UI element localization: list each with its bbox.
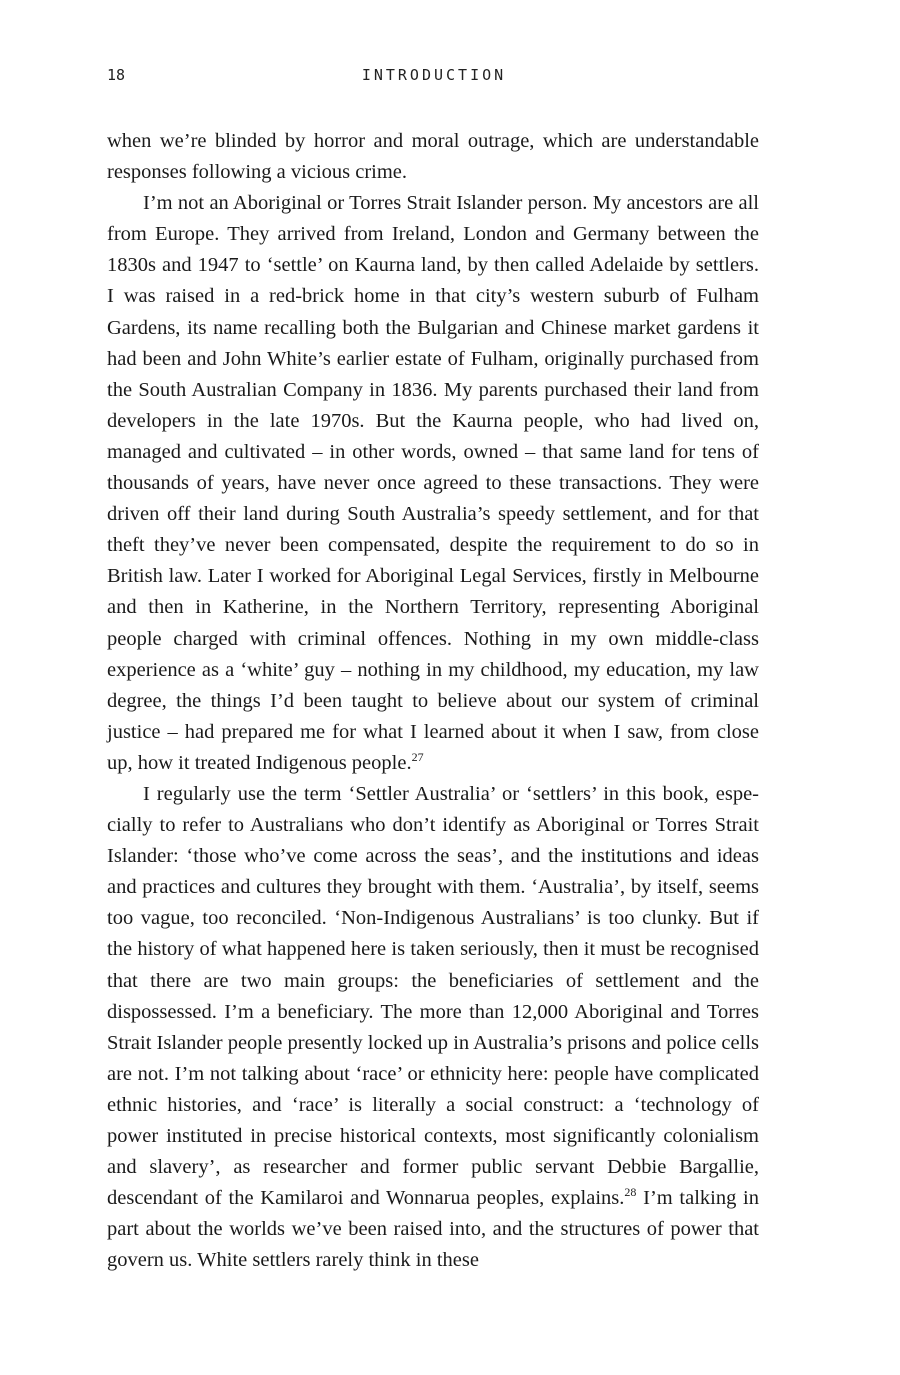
endnote-reference[interactable]: 27	[411, 749, 424, 764]
body-text	[107, 126, 759, 1276]
paragraph-text: I’m not an Aboriginal or Torres Strait Islander person. My ancestors are all from Europe. They arrived from Ireland, London and Germany between the 1830s and 1947 to ‘settle’ on Kaurna land, by then called Adelaide by settlers. I was raised in a red-brick home in that city’s western suburb of Fulham Gardens, its name recalling both the Bulgarian and Chinese market gardens it had been and John White’s earlier estate of Fulham, originally purchased from the South Australian Company in 1836. My parents purchased their land from developers in the late 1970s. But the Kaurna people, who had lived on, managed and cultivated – in other words, owned – that same land for tens of thousands of years, have never once agreed to these transactions. They were driven off their land during South Australia’s speedy settlement, and for that theft they’ve never been compensated, despite the requirement to do so in British law. Later I worked for Aboriginal Legal Services, firstly in Melbourne and then in Katherine, in the Northern Territory, representing Aboriginal people charged with criminal offences. Nothing in my own middle-class experience as a ‘white’ guy – nothing in my childhood, my education, my law degree, the things I’d been taught to believe about our system of criminal justice – had prepared me for what I learned about it when I saw, from close up, how it treated Indigenous people.	[107, 192, 759, 774]
paragraph-text: when we’re blinded by horror and moral outrage, which are understandable responses following a vicious crime.	[107, 130, 759, 184]
endnote-reference[interactable]: 28	[624, 1185, 637, 1200]
paragraph-text: I’m talking in part about the worlds we’ve been raised into, and the structures of power that govern us. White settlers rarely think in these	[107, 1187, 760, 1272]
paragraph-continued	[107, 126, 759, 188]
paragraph-text: I regularly use the term ‘Settler Australia’ or ‘settlers’ in this book, especially to refer to Australians who don’t identify as Aboriginal or Torres Strait Islander: ‘those who’ve come across the seas’, and the institutions and ideas and practices and cultures they brought with them. ‘Australia’, by itself, seems too vague, too reconciled. ‘Non-Indigenous Australians’ is too clunky. But if the history of what happened here is taken seriously, then it must be recognised that there are two main groups: the beneficiaries of settlement and the dispossessed. I’m a beneficiary. The more than 12,000 Aboriginal and Torres Strait Islander people presently locked up in Australia’s prisons and police cells are not. I’m not talking about ‘race’ or ethnicity here: people have complicated ethnic histories, and ‘race’ is literally a social construct: a ‘technology of power instituted in precise historical contexts, most significantly colonialism and slavery’, as researcher and former public servant Debbie Bargallie, descendant of the Kamilaroi and Wonnarua peoples, explains.	[107, 782, 759, 1210]
paragraph-ancestry	[107, 188, 759, 779]
running-header	[0, 66, 900, 90]
page-number: 18	[107, 66, 126, 84]
paragraph-settler-australia	[107, 779, 759, 1277]
section-title: INTRODUCTION	[361, 66, 507, 84]
